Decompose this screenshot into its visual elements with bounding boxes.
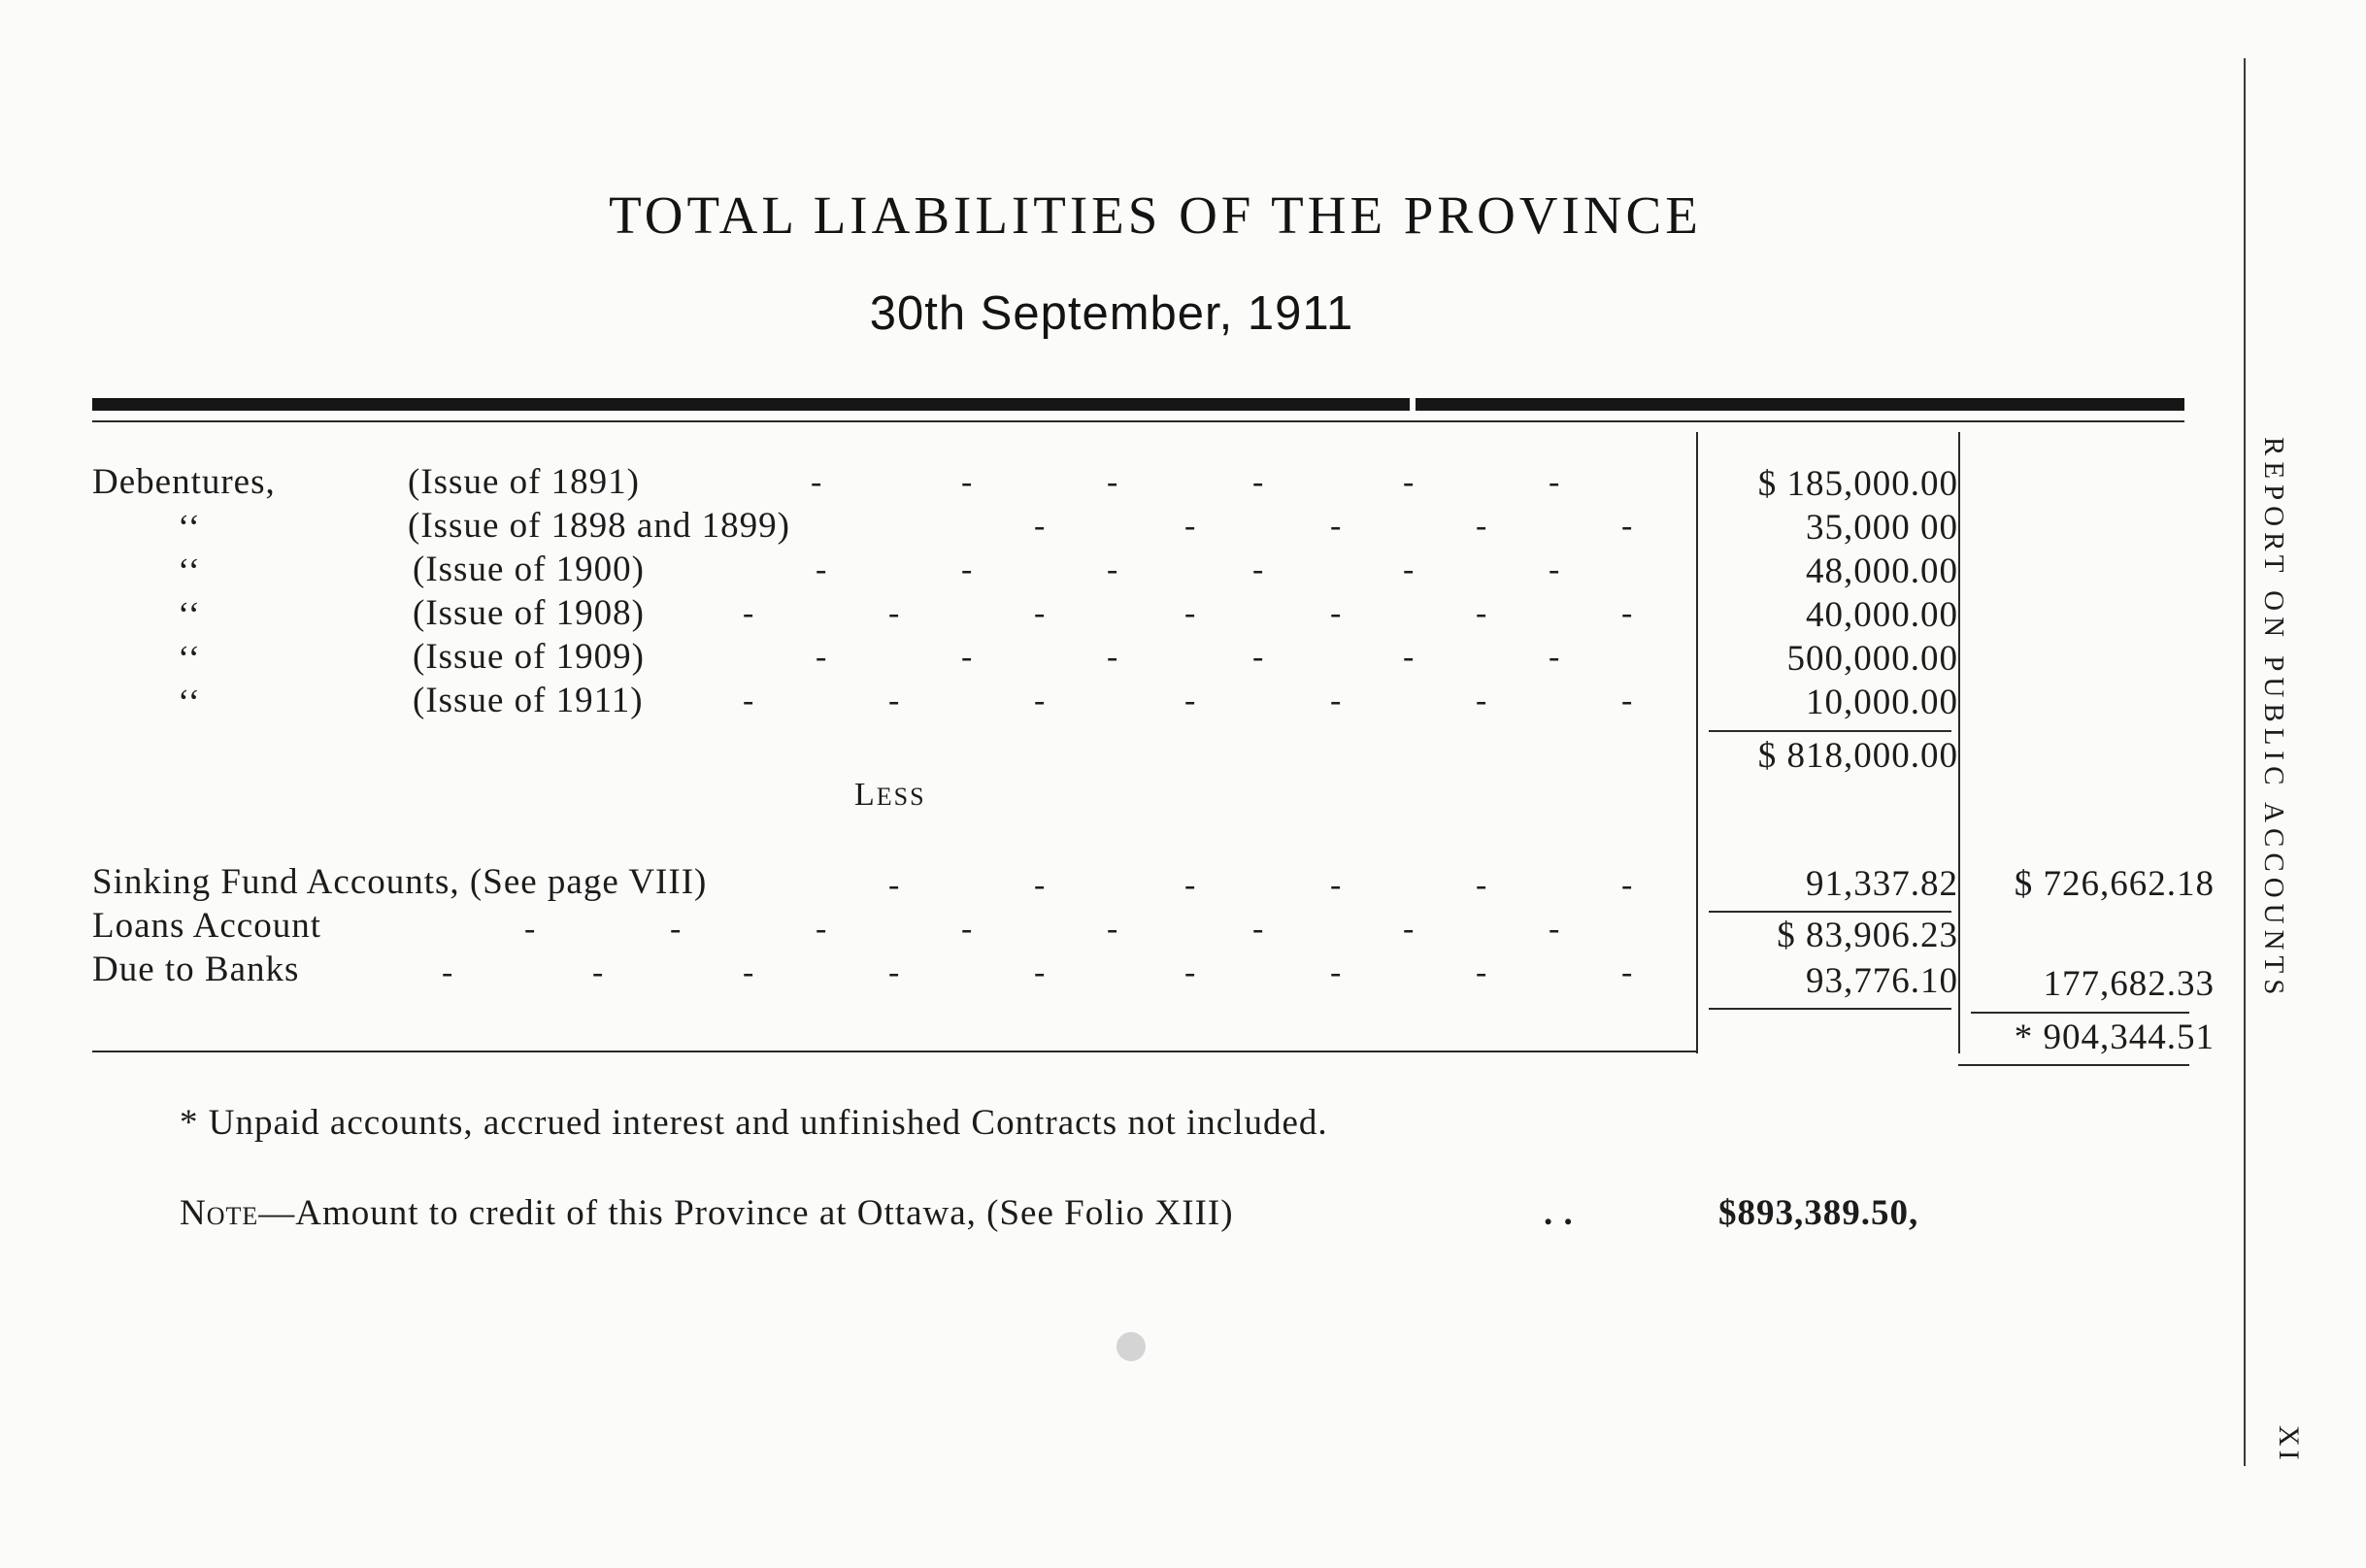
leader-dash: -	[1107, 639, 1118, 675]
leader-dash: -	[1476, 954, 1487, 990]
ditto-mark: ‘‘	[178, 595, 201, 635]
debenture-amount: $ 185,000.00	[1757, 464, 1958, 504]
leader-dash: -	[961, 464, 973, 500]
due-to-banks-label: Due to Banks	[92, 950, 300, 989]
debenture-amount: 40,000.00	[1806, 595, 1958, 635]
leader-dash: -	[1107, 911, 1118, 947]
leader-dash: -	[743, 954, 754, 990]
leader-dash: -	[1252, 551, 1264, 587]
page-edge-rule	[2244, 58, 2246, 1466]
leader-dash: -	[1549, 551, 1560, 587]
page-subtitle: 30th September, 1911	[869, 287, 1354, 340]
footnote-asterisk: * Unpaid accounts, accrued interest and unfinished Contracts not included.	[180, 1103, 1328, 1143]
bottom-rule-right	[1958, 1064, 2189, 1066]
leader-dash: -	[1476, 683, 1487, 718]
leader-dash: -	[1330, 867, 1342, 903]
net-debentures: $ 726,662.18	[2014, 864, 2215, 904]
page-title: TOTAL LIABILITIES OF THE PROVINCE	[609, 185, 1702, 245]
leader-dash: -	[1476, 595, 1487, 631]
leader-dash: -	[1330, 954, 1342, 990]
leader-dash: -	[888, 867, 900, 903]
leader-dash: -	[1403, 464, 1415, 500]
leader-dash: -	[1252, 464, 1264, 500]
loans-account-amount: $ 83,906.23	[1777, 916, 1958, 955]
ditto-mark: ‘‘	[178, 683, 201, 722]
side-caption: REPORT ON PUBLIC ACCOUNTS	[2258, 437, 2289, 1001]
leader-dash: -	[1034, 954, 1046, 990]
bottom-rule	[92, 1051, 1696, 1052]
leader-dash: -	[1107, 464, 1118, 500]
leader-dash: -	[1330, 595, 1342, 631]
leader-dash: -	[1621, 954, 1633, 990]
leader-dash: -	[1621, 595, 1633, 631]
leader-dash: -	[961, 911, 973, 947]
note-label: Note	[180, 1193, 259, 1233]
debentures-total: $ 818,000.00	[1757, 736, 1958, 776]
issue-label: (Issue of 1908)	[413, 593, 646, 633]
issue-label: (Issue of 1900)	[413, 550, 646, 589]
leader-dash: -	[1034, 595, 1046, 631]
leader-dash: -	[1184, 508, 1196, 544]
ditto-mark: ‘‘	[178, 551, 201, 591]
issue-label: (Issue of 1909)	[413, 637, 646, 677]
leader-dash: -	[1403, 639, 1415, 675]
leader-dash: -	[1184, 595, 1196, 631]
grand-total: * 904,344.51	[2014, 1018, 2215, 1057]
leader-dash: -	[1034, 867, 1046, 903]
leader-dash: -	[1403, 911, 1415, 947]
due-to-banks-amount: 93,776.10	[1806, 961, 1958, 1001]
leader-dash: -	[592, 954, 604, 990]
leader-dash: -	[1184, 683, 1196, 718]
leader-dash: -	[1476, 508, 1487, 544]
leader-dash: -	[816, 639, 827, 675]
top-thin-rule	[92, 420, 2184, 422]
sinking-fund-label: Sinking Fund Accounts, (See page VIII)	[92, 862, 708, 902]
note-dots: . .	[1544, 1193, 1574, 1233]
debenture-amount: 35,000 00	[1806, 508, 1958, 548]
grand-total-rule	[1971, 1012, 2189, 1014]
leader-dash: -	[1034, 683, 1046, 718]
leader-dash: -	[888, 954, 900, 990]
banks-loans-subtotal: 177,682.33	[2043, 964, 2215, 1004]
less-heading: LESS	[854, 777, 926, 813]
leader-dash: -	[1330, 683, 1342, 718]
issue-label: (Issue of 1898 and 1899)	[408, 506, 790, 546]
subtotal-rule	[1709, 1008, 1951, 1010]
leader-dash: -	[888, 595, 900, 631]
note-text: —Amount to credit of this Province at Ottawa, (See Folio XIII)	[258, 1193, 1234, 1233]
debentures-label: Debentures,	[92, 462, 276, 502]
debenture-amount: 48,000.00	[1806, 551, 1958, 591]
top-thick-rule	[92, 398, 2184, 411]
leader-dash: -	[961, 551, 973, 587]
leader-dash: -	[816, 911, 827, 947]
leader-dash: -	[524, 911, 536, 947]
leader-dash: -	[1107, 551, 1118, 587]
leader-dash: -	[1549, 464, 1560, 500]
leader-dash: -	[811, 464, 822, 500]
leader-dash: -	[1184, 867, 1196, 903]
leader-dash: -	[1476, 867, 1487, 903]
leader-dash: -	[961, 639, 973, 675]
folio-number: XI	[2273, 1425, 2305, 1464]
leader-dash: -	[670, 911, 682, 947]
leader-dash: -	[1403, 551, 1415, 587]
subtotal-rule	[1709, 911, 1951, 913]
sinking-fund-amount: 91,337.82	[1806, 864, 1958, 904]
leader-dash: -	[1034, 508, 1046, 544]
ditto-mark: ‘‘	[178, 508, 201, 548]
leader-dash: -	[816, 551, 827, 587]
footnote-note	[180, 1192, 1234, 1234]
issue-label: (Issue of 1911)	[413, 681, 644, 720]
column-line-right	[1958, 432, 1960, 1053]
leader-dash: -	[1184, 954, 1196, 990]
column-line-left	[1696, 432, 1698, 1053]
leader-dash: -	[888, 683, 900, 718]
top-rule-gap	[1410, 396, 1416, 413]
issue-label: (Issue of 1891)	[408, 462, 641, 502]
subtotal-rule	[1709, 730, 1951, 732]
leader-dash: -	[1330, 508, 1342, 544]
ditto-mark: ‘‘	[178, 639, 201, 679]
leader-dash: -	[1549, 911, 1560, 947]
leader-dash: -	[1621, 683, 1633, 718]
leader-dash: -	[1621, 867, 1633, 903]
leader-dash: -	[1549, 639, 1560, 675]
loans-account-label: Loans Account	[92, 906, 321, 946]
leader-dash: -	[1252, 639, 1264, 675]
leader-dash: -	[743, 683, 754, 718]
leader-dash: -	[1252, 911, 1264, 947]
leader-dash: -	[442, 954, 453, 990]
note-amount: $893,389.50,	[1718, 1193, 1919, 1233]
leader-dash: -	[743, 595, 754, 631]
debenture-amount: 10,000.00	[1806, 683, 1958, 722]
ink-spot	[1116, 1332, 1146, 1361]
debenture-amount: 500,000.00	[1786, 639, 1958, 679]
leader-dash: -	[1621, 508, 1633, 544]
